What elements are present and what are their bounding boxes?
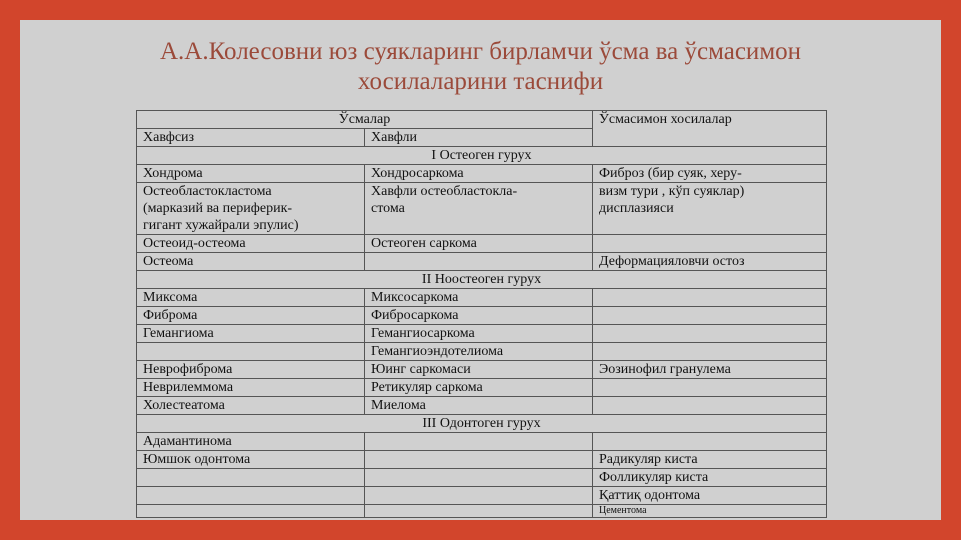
cell: Юмшок одонтома [137,451,365,469]
cell [365,451,593,469]
table-row [137,289,827,307]
cell: Юинг саркомаси [365,361,593,379]
cell: Қаттиқ одонтома [593,487,827,505]
cell: Остеома [137,253,365,271]
header-malignant: Хавфли [365,129,593,147]
table-row [137,469,827,487]
cell: Гемангиома [137,325,365,343]
header-tumors: Ўсмалар [137,111,593,129]
cell: Холестеатома [137,397,365,415]
cell [365,505,593,518]
cell-line: дисплазияси [599,201,674,216]
table-row [137,397,827,415]
table-row [137,379,827,397]
cell: Фиброма [137,307,365,325]
cell: Гемангиоэндотелиома [365,343,593,361]
cell: Эозинофил гранулема [593,361,827,379]
classification-table [136,110,827,518]
group-row [137,147,827,165]
cell: Фибросаркома [365,307,593,325]
cell [593,433,827,451]
group-row [137,271,827,289]
cell [593,307,827,325]
cell [593,343,827,361]
slide-title [20,37,941,97]
slide [20,20,941,520]
cell: Миксома [137,289,365,307]
cell [593,183,827,235]
cell: Неврофиброма [137,361,365,379]
cell [593,235,827,253]
cell [593,289,827,307]
cell: Цементома [593,505,827,518]
cell: Хондросаркома [365,165,593,183]
table-row [137,505,827,518]
cell-line: стома [371,201,405,216]
cell [593,397,827,415]
cell: Ретикуляр саркома [365,379,593,397]
cell-line: гигант хужайрали эпулис) [143,218,299,233]
cell [365,487,593,505]
cell: Миксосаркома [365,289,593,307]
cell [593,325,827,343]
cell [137,505,365,518]
table-row [137,253,827,271]
table-row [137,307,827,325]
cell: Радикуляр киста [593,451,827,469]
group-odontogenic: III Одонтоген гурух [137,415,827,433]
cell-line: визм тури , кўп суяклар) [599,184,745,199]
cell [365,183,593,235]
cell-line: Хавфли остеобластокла- [371,184,518,199]
title-line-1: А.А.Колесовни юз суякларинг бирламчи ўсма ва ўсмасимон [159,38,802,65]
table-row [137,325,827,343]
cell: Фиброз (бир суяк, херу- [593,165,827,183]
cell: Остеоген саркома [365,235,593,253]
cell-line: Остеобластокластома [143,184,272,199]
cell-line: (марказий ва периферик- [143,201,293,216]
cell: Гемангиосаркома [365,325,593,343]
cell: Фолликуляр киста [593,469,827,487]
cell: Деформацияловчи остоз [593,253,827,271]
table-row [137,343,827,361]
cell: Миелома [365,397,593,415]
table-row [137,361,827,379]
cell [137,183,365,235]
cell [365,433,593,451]
cell [593,379,827,397]
table-row [137,433,827,451]
table-row [137,235,827,253]
table-row [137,165,827,183]
table-row [137,451,827,469]
header-benign: Хавфсиз [137,129,365,147]
cell [365,253,593,271]
table-row [137,487,827,505]
group-nonosteogenic: II Ноостеоген гурух [137,271,827,289]
cell: Остеоид-остеома [137,235,365,253]
table-row [137,111,827,129]
cell [137,343,365,361]
table-row [137,183,827,235]
cell [365,469,593,487]
group-osteogenic: I Остеоген гурух [137,147,827,165]
header-tumorlike: Ўсмасимон хосилалар [593,111,827,147]
cell: Адамантинома [137,433,365,451]
group-row [137,415,827,433]
cell: Хондрома [137,165,365,183]
cell [137,487,365,505]
cell: Неврилеммома [137,379,365,397]
cell [137,469,365,487]
title-line-2: хосилаларини таснифи [357,68,604,95]
